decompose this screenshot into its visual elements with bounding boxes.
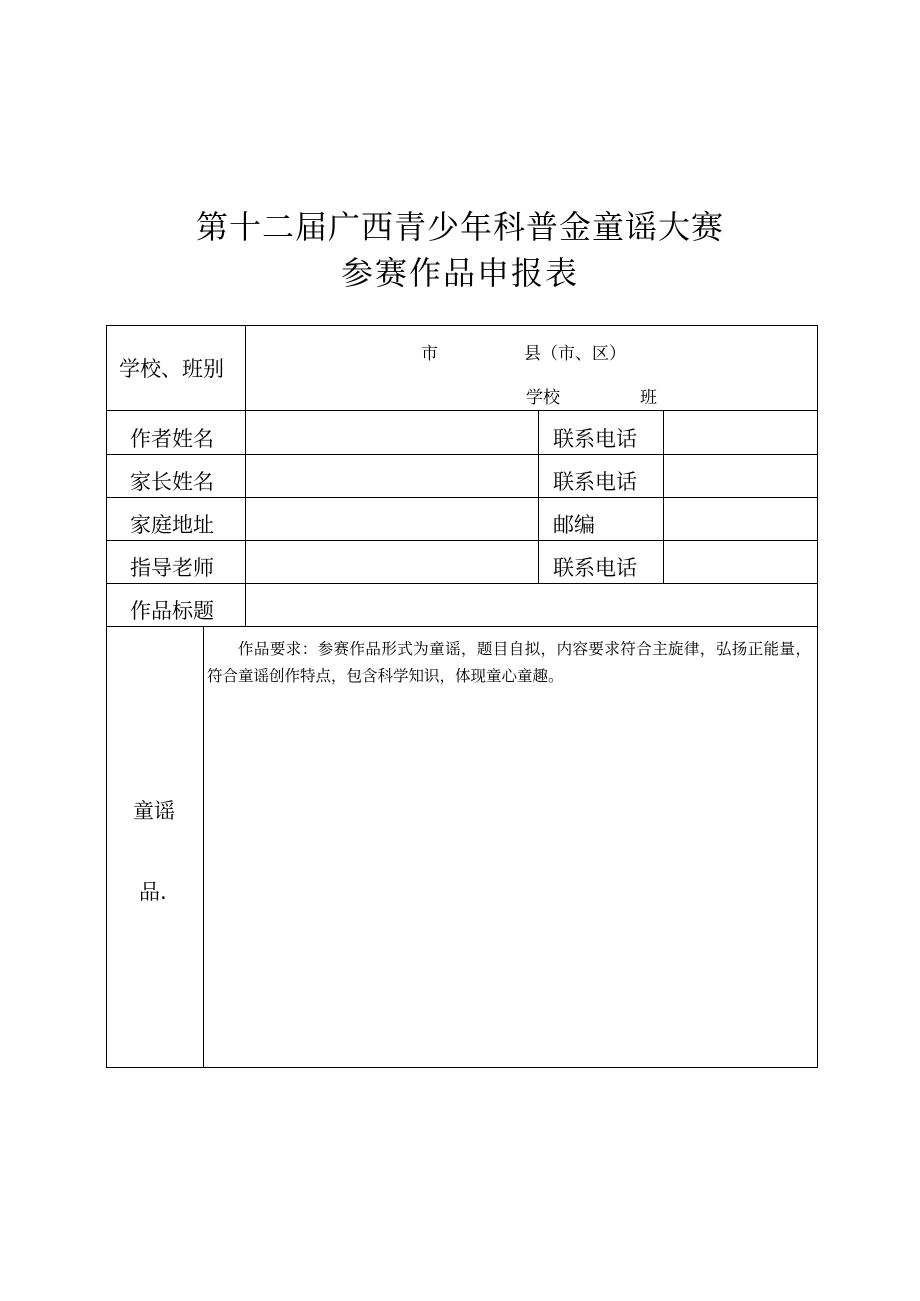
label-column-divider xyxy=(245,325,246,627)
row-divider-title xyxy=(106,626,818,627)
home-address-input[interactable] xyxy=(247,498,537,539)
school-input[interactable] xyxy=(300,380,522,410)
advisor-input[interactable] xyxy=(247,541,537,582)
county-input[interactable] xyxy=(445,338,520,368)
rhyme-label-divider xyxy=(203,626,204,1068)
table-border-right xyxy=(817,325,818,1068)
advisor-label: 指导老师 xyxy=(130,556,214,580)
home-address-label: 家庭地址 xyxy=(130,513,214,537)
rhyme-content-area[interactable] xyxy=(205,695,816,1065)
table-border-top xyxy=(106,325,818,326)
work-title-label: 作品标题 xyxy=(130,599,214,623)
author-name-label: 作者姓名 xyxy=(130,427,214,451)
author-phone-input[interactable] xyxy=(665,411,816,453)
advisor-phone-input[interactable] xyxy=(665,541,816,582)
postcode-input[interactable] xyxy=(665,498,816,539)
school-class-label: 学校、班别 xyxy=(119,357,224,381)
work-requirements-text: 作品要求：参赛作品形式为童谣，题目自拟，内容要求符合主旋律，弘扬正能量，符合童谣创作特点，包含科学知识，体现童心童趣。 xyxy=(207,640,811,685)
phone-value-divider xyxy=(663,410,664,584)
rhyme-work-label: 童谣 xyxy=(133,799,175,823)
parent-name-input[interactable] xyxy=(247,455,537,496)
school-suffix: 学校 xyxy=(526,388,560,408)
parent-phone-label: 联系电话 xyxy=(553,470,637,494)
table-border-left xyxy=(106,325,107,1068)
advisor-phone-label: 联系电话 xyxy=(553,556,637,580)
city-suffix: 市 xyxy=(421,344,438,364)
author-name-input[interactable] xyxy=(247,411,537,453)
postcode-label: 邮编 xyxy=(553,513,595,537)
class-input[interactable] xyxy=(570,380,636,410)
rhyme-work-label-cont: 品. xyxy=(139,880,167,904)
parent-name-label: 家长姓名 xyxy=(130,470,214,494)
parent-phone-input[interactable] xyxy=(665,455,816,496)
form-title-line2: 参赛作品申报表 xyxy=(340,254,579,292)
author-phone-label: 联系电话 xyxy=(553,427,637,451)
table-border-bottom xyxy=(106,1067,818,1068)
class-suffix: 班 xyxy=(640,388,657,408)
work-title-input[interactable] xyxy=(247,584,816,625)
county-suffix: 县（市、区） xyxy=(524,344,626,364)
phone-label-divider xyxy=(538,410,539,584)
form-title-line1: 第十二届广西青少年科普金童谣大赛 xyxy=(195,208,724,246)
city-input[interactable] xyxy=(300,338,415,368)
